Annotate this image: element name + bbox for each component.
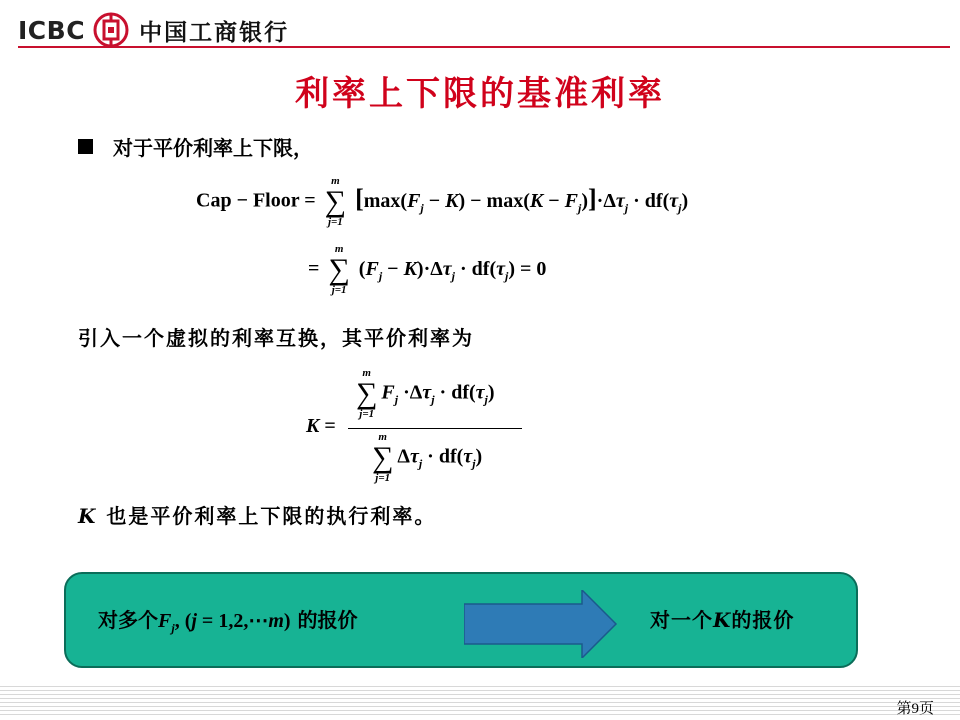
formula-lhs: Cap − Floor — [196, 189, 300, 212]
k-denominator: m ∑ j=1 $\Delta\tau_j \cdot df(\tau_j)$ — [372, 431, 483, 484]
k-statement-symbol: K — [78, 504, 98, 528]
page-number: 第9页 — [896, 701, 934, 717]
bullet-item — [78, 132, 313, 161]
bullet-text: 对于平价利率上下限， — [113, 136, 313, 160]
box-right-text: 对一个K的报价 — [650, 608, 795, 632]
summation-symbol: m ∑ j=1 — [328, 243, 350, 296]
icbc-emblem-icon — [93, 12, 129, 48]
formula-zero: = m ∑ j=1 $(F_j - K)\cdot\Delta\tau_j \cdot df(\tau_j) = 0$ — [308, 243, 547, 296]
bullet-square-icon — [78, 139, 93, 154]
header-logo — [18, 10, 289, 50]
k-numerator: m ∑ j=1 $F_j \cdot\Delta\tau_j \cdot df(\tau_j)$ — [356, 367, 495, 420]
swap-text: 引入一个虚拟的利率互换，其平价利率为 — [78, 326, 474, 350]
summation-symbol: m ∑ j=1 — [356, 367, 378, 420]
fraction-bar — [348, 428, 522, 429]
box-left-text: 对多个$F_j$, (j = 1,2,⋯m) 的报价 — [98, 608, 358, 635]
quote-transform-box — [64, 572, 858, 668]
brand-short: ICBC — [18, 15, 86, 45]
k-symbol: K = — [306, 415, 336, 437]
formula-body-2: $(F_j - K)\cdot\Delta\tau_j \cdot df(\tau_j) = 0$ — [358, 257, 547, 283]
formula-body-1: $[\max(F_j - K) - \max(K - F_j)]\cdot\Delta\tau_j \cdot df(\tau_j)$ — [355, 183, 689, 215]
k-statement-text: 也是平价利率上下限的执行利率。 — [106, 504, 437, 528]
footer-band — [0, 684, 960, 720]
formula-cap-floor: Cap − Floor = m ∑ j=1 $[\max(F_j - K) - \max(K - F_j)]\cdot\Delta\tau_j \cdot df(\tau_j)$ — [196, 175, 689, 228]
right-arrow-icon — [464, 590, 618, 658]
header-rule — [18, 46, 950, 48]
summation-symbol: m ∑ j=1 — [324, 175, 347, 228]
summation-symbol: m ∑ j=1 — [372, 431, 394, 484]
brand-full: 中国工商银行 — [139, 19, 290, 46]
slide-title: 利率上下限的基准利率 — [295, 74, 665, 114]
k-statement — [78, 500, 436, 529]
